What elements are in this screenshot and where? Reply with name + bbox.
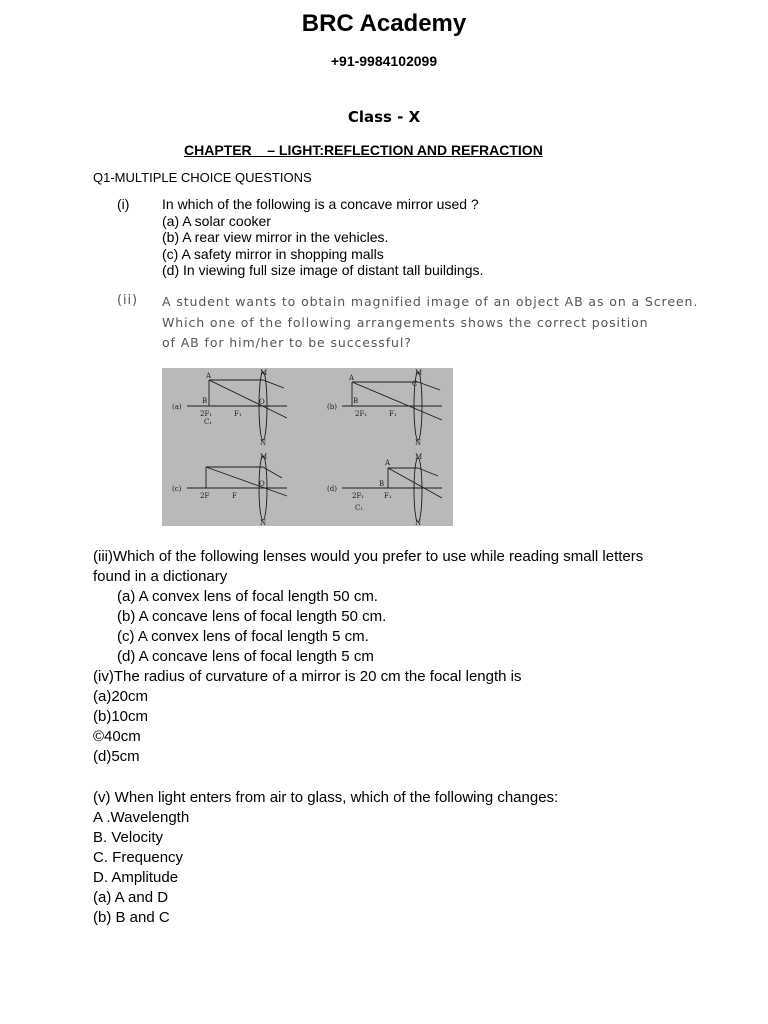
point-label: A <box>206 372 212 380</box>
option: (a)20cm <box>93 688 149 705</box>
option: (d)5cm <box>93 748 140 765</box>
point-label: M <box>260 369 268 377</box>
option: (b) B and C <box>93 909 170 926</box>
question-text: of AB for him/her to be successful? <box>162 335 412 350</box>
option: (d) In viewing full size image of distant tall buildings. <box>162 262 484 278</box>
question-block <box>93 547 643 767</box>
option: (a) A and D <box>93 889 169 906</box>
list-item: C. Frequency <box>93 849 184 866</box>
option: (a) A solar cooker <box>162 212 271 229</box>
point-label: C₁ <box>204 418 213 426</box>
point-label: M <box>415 453 423 461</box>
panel-label: (d) <box>327 485 337 493</box>
question-text: A student wants to obtain magnified image of an object AB as on a Screen. <box>162 294 699 309</box>
point-label: F₁ <box>234 410 242 418</box>
ray-diagram-figure <box>162 368 453 526</box>
point-label: A <box>349 374 355 382</box>
point-label: B <box>353 397 359 405</box>
point-label: F₁ <box>384 492 392 500</box>
list-item: B. Velocity <box>93 829 164 846</box>
class-label: Class - X <box>347 108 421 126</box>
point-label: F <box>232 492 237 500</box>
option: ©40cm <box>93 728 141 745</box>
point-label: N <box>260 439 267 447</box>
point-label: C₁ <box>355 504 364 512</box>
point-label: M <box>415 369 423 377</box>
option: (b) A concave lens of focal length 50 cm. <box>117 608 387 625</box>
point-label: B <box>379 480 385 488</box>
section-heading: Q1-MULTIPLE CHOICE QUESTIONS <box>93 170 312 185</box>
point-label: 2F₁ <box>355 410 368 418</box>
panel-label: (a) <box>172 403 182 411</box>
question-text: (iv)The radius of curvature of a mirror is 20 cm the focal length is <box>93 668 522 685</box>
point-label: B <box>202 397 208 405</box>
option: (d) A concave lens of focal length 5 cm <box>117 648 374 665</box>
academy-title: BRC Academy <box>301 10 467 37</box>
point-label: C <box>412 380 418 388</box>
option: (b)10cm <box>93 708 149 725</box>
point-label: M <box>260 453 268 461</box>
question-block <box>162 196 483 279</box>
question-block <box>162 292 698 354</box>
list-item: A .Wavelength <box>93 809 190 826</box>
list-item: D. Amplitude <box>93 869 179 886</box>
question-text: found in a dictionary <box>93 568 228 585</box>
question-text: Which one of the following arrangements shows the correct position <box>162 314 649 330</box>
panel-label: (b) <box>327 403 337 411</box>
point-label: 2F₁ <box>352 492 365 500</box>
point-label: O <box>259 398 265 406</box>
point-label: 2F₁ <box>200 410 213 418</box>
point-label: 2F <box>200 492 210 500</box>
phone-number: +91-9984102099 <box>330 53 438 69</box>
point-label: F₁ <box>389 410 397 418</box>
point-label: O <box>259 480 265 488</box>
question-number: (ii) <box>117 293 138 308</box>
option: (c) A safety mirror in shopping malls <box>162 245 384 262</box>
point-label: N <box>260 519 267 526</box>
point-label: A <box>385 459 391 467</box>
figure-background <box>162 368 453 526</box>
option: (b) A rear view mirror in the vehicles. <box>162 229 389 245</box>
point-label: N <box>415 519 422 526</box>
chapter-heading: CHAPTER – LIGHT:REFLECTION AND REFRACTION <box>184 142 543 158</box>
question-text: (v) When light enters from air to glass, which of the following changes: <box>93 789 559 806</box>
panel-label: (c) <box>172 485 182 493</box>
option: (a) A convex lens of focal length 50 cm. <box>117 588 378 605</box>
option: (c) A convex lens of focal length 5 cm. <box>117 628 369 645</box>
point-label: N <box>415 439 422 447</box>
question-text: (iii)Which of the following lenses would you prefer to use while reading small letters <box>93 548 644 565</box>
question-number: (i) <box>117 196 130 212</box>
question-text: In which of the following is a concave mirror used ? <box>162 196 479 212</box>
question-block <box>93 788 558 928</box>
